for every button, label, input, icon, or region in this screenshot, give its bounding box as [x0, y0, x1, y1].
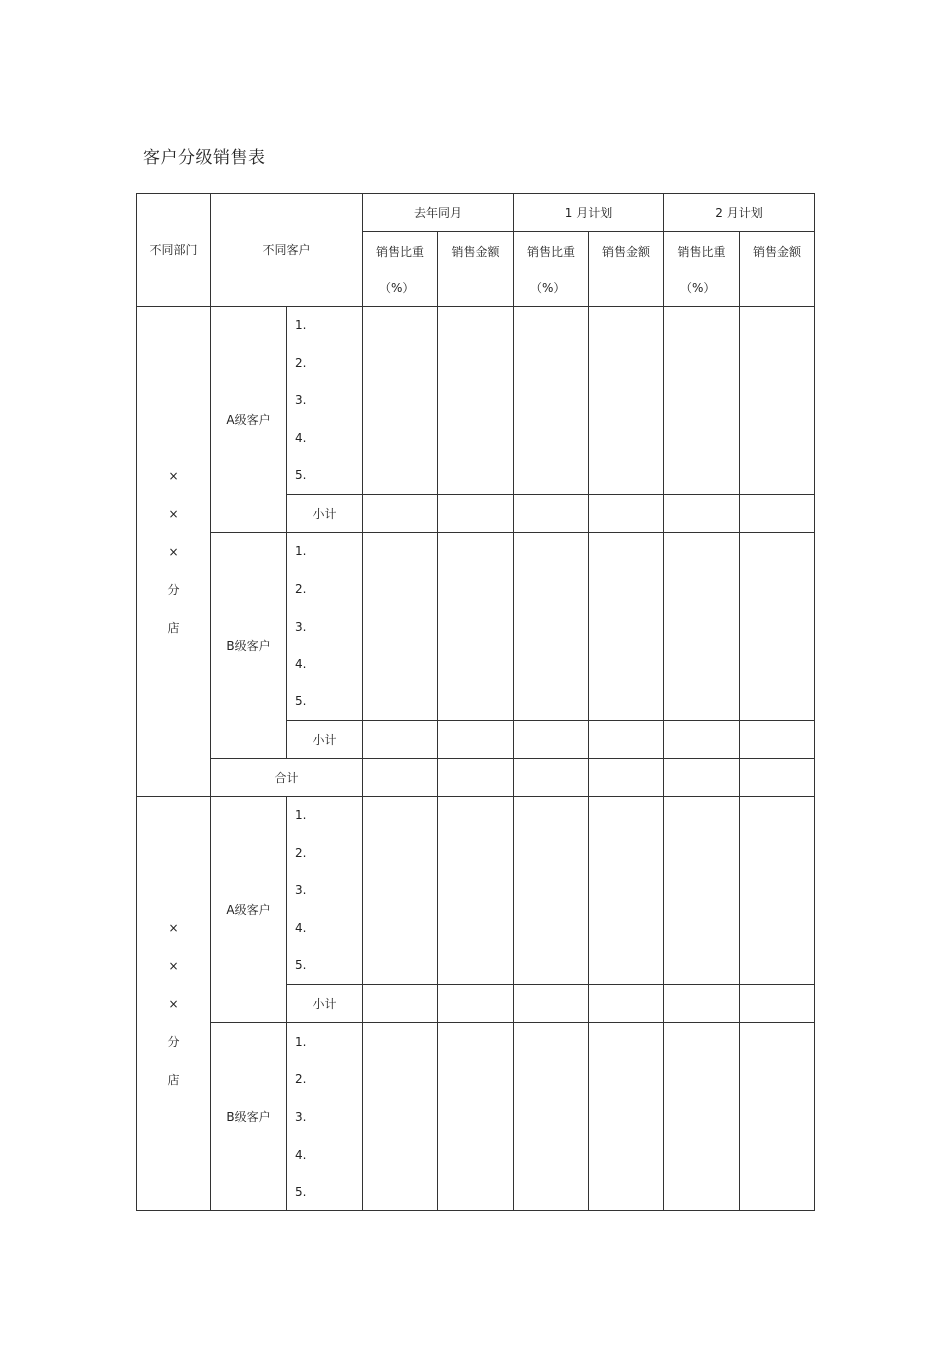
data-cell	[664, 533, 740, 721]
data-cell	[740, 797, 815, 985]
data-cell	[740, 307, 815, 495]
row-number: 5.	[287, 947, 363, 985]
header-amount-last-year: 销售金额	[438, 232, 514, 307]
data-cell	[740, 721, 815, 759]
total-label: 合计	[211, 759, 363, 797]
data-cell	[589, 985, 664, 1023]
sales-table	[136, 193, 815, 1211]
data-cell	[438, 1023, 514, 1211]
data-cell	[363, 533, 438, 721]
data-cell	[514, 759, 589, 797]
data-cell	[514, 1023, 589, 1211]
data-cell	[664, 495, 740, 533]
data-cell	[514, 797, 589, 985]
data-cell	[514, 495, 589, 533]
header-customer: 不同客户	[211, 194, 363, 307]
subtotal-label: 小计	[287, 721, 363, 759]
data-cell	[664, 721, 740, 759]
data-cell	[664, 307, 740, 495]
data-cell	[589, 759, 664, 797]
row-number: 2.	[287, 834, 363, 872]
data-cell	[740, 985, 815, 1023]
row-number: 2.	[287, 344, 363, 382]
header-ratio-jan: 销售比重 （%）	[514, 232, 589, 307]
data-cell	[438, 495, 514, 533]
header-dept: 不同部门	[137, 194, 211, 307]
row-number: 5.	[287, 1174, 363, 1211]
data-cell	[363, 721, 438, 759]
data-cell	[363, 495, 438, 533]
header-amount-feb: 销售金额	[740, 232, 815, 307]
branch-1-grade-b: B级客户	[211, 533, 287, 759]
row-number: 5.	[287, 457, 363, 495]
row-number: 1.	[287, 533, 363, 570]
data-cell	[589, 495, 664, 533]
header-jan-plan: 1 月计划	[514, 194, 664, 232]
data-cell	[438, 307, 514, 495]
data-cell	[589, 721, 664, 759]
subtotal-label: 小计	[287, 985, 363, 1023]
branch-2-grade-b: B级客户	[211, 1023, 287, 1211]
data-cell	[740, 533, 815, 721]
row-number: 4.	[287, 909, 363, 947]
data-cell	[664, 797, 740, 985]
row-number: 1.	[287, 797, 363, 834]
row-number: 2.	[287, 570, 363, 608]
data-cell	[438, 533, 514, 721]
data-cell	[363, 1023, 438, 1211]
header-feb-plan: 2 月计划	[664, 194, 815, 232]
page-title: 客户分级销售表	[143, 148, 266, 168]
row-number: 4.	[287, 1136, 363, 1174]
row-number: 3.	[287, 382, 363, 419]
data-cell	[664, 985, 740, 1023]
branch-2-label: × × × 分 店	[137, 797, 211, 1211]
data-cell	[664, 759, 740, 797]
data-cell	[363, 307, 438, 495]
row-number: 4.	[287, 419, 363, 457]
row-number: 3.	[287, 1098, 363, 1136]
data-cell	[740, 759, 815, 797]
data-cell	[740, 1023, 815, 1211]
data-cell	[740, 495, 815, 533]
data-cell	[514, 533, 589, 721]
header-last-year: 去年同月	[363, 194, 514, 232]
branch-1-grade-a: A级客户	[211, 307, 287, 533]
row-number: 4.	[287, 646, 363, 683]
data-cell	[514, 985, 589, 1023]
row-number: 1.	[287, 307, 363, 344]
row-number: 2.	[287, 1061, 363, 1098]
data-cell	[363, 759, 438, 797]
data-cell	[363, 985, 438, 1023]
row-number: 5.	[287, 683, 363, 721]
row-number: 1.	[287, 1023, 363, 1061]
header-ratio-feb: 销售比重 （%）	[664, 232, 740, 307]
header-amount-jan: 销售金额	[589, 232, 664, 307]
row-number: 3.	[287, 608, 363, 646]
data-cell	[438, 797, 514, 985]
data-cell	[363, 797, 438, 985]
data-cell	[438, 721, 514, 759]
data-cell	[514, 721, 589, 759]
data-cell	[514, 307, 589, 495]
data-cell	[664, 1023, 740, 1211]
data-cell	[589, 533, 664, 721]
data-cell	[589, 307, 664, 495]
data-cell	[589, 797, 664, 985]
branch-2-grade-a: A级客户	[211, 797, 287, 1023]
header-ratio-last-year: 销售比重 （%）	[363, 232, 438, 307]
row-number: 3.	[287, 872, 363, 909]
data-cell	[438, 985, 514, 1023]
data-cell	[589, 1023, 664, 1211]
subtotal-label: 小计	[287, 495, 363, 533]
data-cell	[438, 759, 514, 797]
branch-1-label: × × × 分 店	[137, 307, 211, 797]
